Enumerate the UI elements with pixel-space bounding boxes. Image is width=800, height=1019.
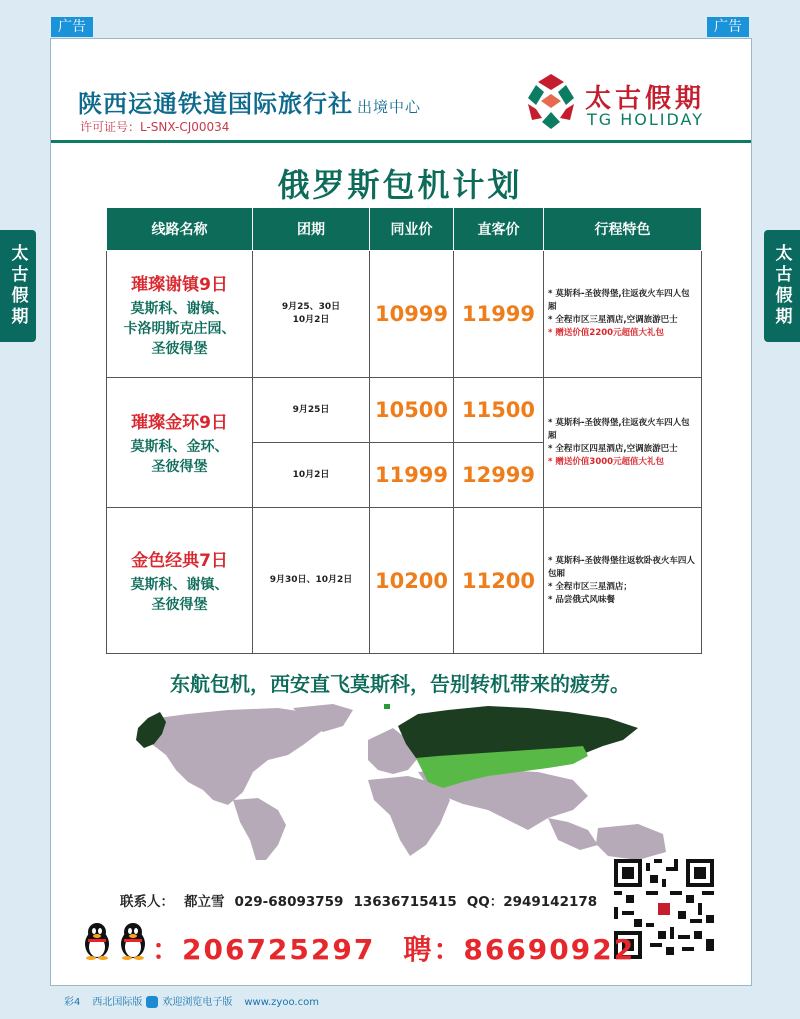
features-cell: * 莫斯科-圣彼得堡,往返夜火车四人包厢 * 全程市区三星酒店,空调旅游巴士 * 赠送价值2200元超值大礼包 [544, 251, 702, 378]
footer-url[interactable]: www.zyoo.com [244, 997, 319, 1008]
section-name: 西北国际版 [92, 997, 143, 1008]
contact-mobile[interactable]: 13636715415 [353, 894, 457, 910]
route-cities: 莫斯科、谢镇、 卡洛明斯克庄园、 圣彼得堡 [123, 300, 236, 357]
qq-penguin-icon [118, 922, 148, 960]
qq-penguin-icon [82, 922, 112, 960]
slogan: 东航包机，西安直飞莫斯科，告别转机带来的疲劳。 [170, 672, 630, 696]
column-header-trade-price: 同业价 [370, 208, 454, 251]
trade-price-cell [370, 508, 454, 654]
dates-cell: 9月25日 [253, 378, 370, 443]
retail-price: 11999 [461, 302, 536, 326]
site-logo-icon [146, 996, 158, 1008]
dates-cell: 10月2日 [253, 443, 370, 508]
trade-price: 10200 [374, 568, 449, 593]
column-header-features: 行程特色 [544, 208, 702, 251]
table-header-row [107, 208, 702, 251]
retail-price-cell [454, 378, 544, 443]
features-cell: * 莫斯科-圣彼得堡,往返夜火车四人包厢 * 全程市区四星酒店,空调旅游巴士 * 赠送价值3000元超值大礼包 [544, 378, 702, 508]
agency-name: 陕西运通铁道国际旅行社 出境中心 [78, 90, 422, 118]
recruit-number[interactable]: ：86690922 [433, 933, 636, 966]
route-name: 璀璨金环9日 [131, 413, 228, 433]
footer-welcome: 欢迎浏览电子版 [162, 997, 233, 1008]
page-number: 彩4 [64, 997, 81, 1008]
ad-label-right: 广告 [707, 17, 749, 37]
contact-phone[interactable]: 029-68093759 [234, 894, 344, 910]
trade-price: 11999 [374, 463, 449, 487]
tg-holiday-logo-icon [526, 72, 576, 130]
column-header-dates: 团期 [253, 208, 370, 251]
retail-price: 12999 [461, 463, 536, 487]
trade-price: 10500 [374, 398, 449, 422]
trade-price-cell [370, 443, 454, 508]
retail-price-cell [454, 508, 544, 654]
retail-price: 11500 [461, 398, 536, 422]
contact-line [120, 890, 607, 910]
page-title: 俄罗斯包机计划 [277, 166, 523, 204]
ad-label-left: 广告 [51, 17, 93, 37]
brand-name-cn: 太古假期 [585, 84, 706, 114]
route-cities: 莫斯科、谢镇、 圣彼得堡 [130, 577, 229, 613]
charter-plan-table [106, 207, 702, 654]
dates-cell: 9月30日、10月2日 [253, 508, 370, 654]
route-cities: 莫斯科、金环、 圣彼得堡 [130, 439, 229, 475]
retail-price-cell [454, 251, 544, 378]
table-row [107, 378, 702, 443]
table-row [107, 508, 702, 654]
retail-price: 11200 [461, 568, 536, 593]
side-tab-left[interactable]: 太古假期 [0, 230, 36, 342]
brand-name-en: TG HOLIDAY [587, 110, 705, 129]
world-map-image [118, 700, 684, 860]
qq-group-number[interactable]: ：206725297 [152, 933, 376, 966]
trade-price-cell [370, 378, 454, 443]
retail-price-cell [454, 443, 544, 508]
license-number: 许可证号：L-SNX-CJ00034 [80, 120, 230, 134]
table-row [107, 251, 702, 378]
qq-and-recruit-line [152, 928, 635, 968]
route-cell [107, 251, 253, 378]
qq-label: QQ： [466, 894, 504, 910]
agency-subtitle: 出境中心 [357, 98, 422, 116]
side-tab-right[interactable]: 太古假期 [764, 230, 800, 342]
qq-number[interactable]: 2949142178 [503, 894, 598, 910]
recruit-label: 聘 [403, 933, 434, 966]
header-divider [51, 140, 751, 143]
route-cell [107, 508, 253, 654]
column-header-retail-price: 直客价 [454, 208, 544, 251]
route-name: 金色经典7日 [131, 551, 228, 571]
column-header-route: 线路名称 [107, 208, 253, 251]
page-footer [64, 993, 319, 1008]
features-cell: * 莫斯科-圣彼得堡往返软卧夜火车四人包厢 * 全程市区三星酒店； * 品尝俄式风味餐 [544, 508, 702, 654]
dates-cell: 9月25、30日 10月2日 [253, 251, 370, 378]
contact-label: 联系人： [120, 894, 174, 910]
trade-price-cell [370, 251, 454, 378]
route-cell [107, 378, 253, 508]
route-name: 璀璨谢镇9日 [131, 274, 228, 295]
contact-name: 都立雪 [184, 894, 225, 910]
trade-price: 10999 [374, 302, 449, 326]
